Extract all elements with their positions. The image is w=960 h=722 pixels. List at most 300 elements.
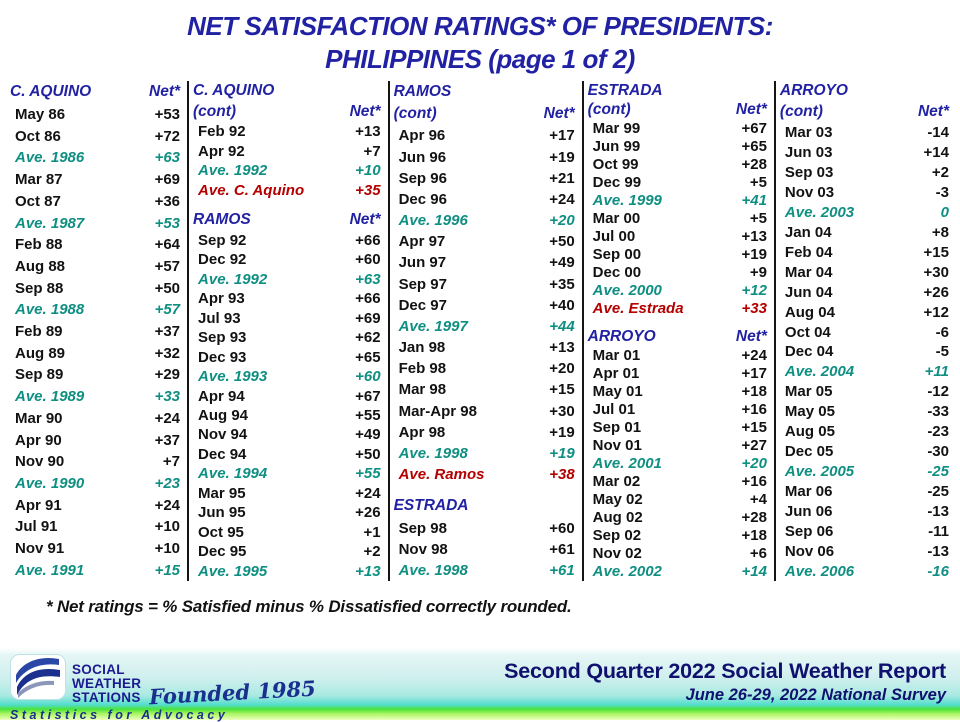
- table-row: [588, 364, 767, 382]
- president-name: (cont): [393, 105, 437, 123]
- net-value: +30: [923, 263, 949, 281]
- period-label: Jul 91: [15, 518, 58, 536]
- net-value: +2: [931, 164, 949, 182]
- period-label: Sep 03: [784, 164, 834, 182]
- section-header: [394, 103, 575, 125]
- period-label: Apr 94: [198, 387, 245, 405]
- net-value: 0: [940, 203, 949, 221]
- period-label: Sep 89: [15, 366, 64, 384]
- net-value: +15: [923, 243, 949, 261]
- net-value: +24: [549, 190, 575, 208]
- net-column-label: Net*: [543, 105, 575, 123]
- table-row: [394, 443, 575, 464]
- period-label: Sep 93: [198, 329, 247, 347]
- net-value: -12: [927, 383, 949, 401]
- period-label: Ave. 2001: [592, 455, 662, 473]
- table-row: [588, 509, 767, 527]
- table-row: [588, 263, 767, 281]
- period-label: Ave. 2003: [784, 203, 855, 221]
- net-value: +1: [363, 523, 381, 541]
- period-label: Ave. 2004: [784, 363, 855, 381]
- table-row: [588, 173, 767, 191]
- net-value: +24: [741, 346, 767, 364]
- period-label: Ave. 1998: [398, 561, 468, 579]
- table-row: [394, 337, 575, 358]
- net-value: +7: [162, 453, 181, 471]
- section-gap: [394, 485, 575, 495]
- sws-swirl-icon: [10, 654, 66, 705]
- table-row: [588, 473, 767, 491]
- net-value: +26: [923, 283, 949, 301]
- net-value: +32: [154, 344, 181, 362]
- table-row: [193, 141, 381, 160]
- net-value: +26: [355, 504, 381, 522]
- president-name: ARROYO: [587, 327, 656, 345]
- period-label: May 86: [15, 106, 66, 124]
- net-value: +21: [549, 169, 575, 187]
- ratings-column: [189, 81, 388, 581]
- table-row: [394, 210, 575, 231]
- table-row: [588, 401, 767, 419]
- period-label: Dec 93: [198, 348, 247, 366]
- net-value: +37: [154, 323, 181, 341]
- net-value: +15: [549, 381, 575, 399]
- period-label: Ave. 1999: [592, 191, 662, 209]
- section-header: [394, 81, 575, 103]
- table-row: [10, 169, 180, 191]
- net-value: +65: [741, 137, 767, 155]
- section-header: [193, 210, 381, 230]
- sws-logo-word2: WEATHER: [72, 676, 142, 692]
- period-label: Ave. 1987: [15, 214, 85, 232]
- president-name: RAMOS: [193, 211, 251, 229]
- net-value: +19: [549, 423, 575, 441]
- net-value: +53: [154, 214, 181, 232]
- net-value: +66: [355, 231, 381, 249]
- net-value: +15: [154, 561, 181, 579]
- net-value: -23: [927, 423, 949, 441]
- table-row: [10, 342, 180, 364]
- period-label: Oct 95: [198, 523, 244, 541]
- net-value: +19: [549, 445, 575, 462]
- period-label: Sep 88: [15, 279, 64, 297]
- net-value: +19: [741, 245, 767, 263]
- table-row: [193, 464, 381, 483]
- period-label: Sep 92: [198, 231, 247, 249]
- table-row: [193, 445, 381, 464]
- table-row: [588, 209, 767, 227]
- section-header: [588, 327, 767, 346]
- table-row: [193, 269, 381, 288]
- table-row: [780, 282, 949, 302]
- table-row: [193, 542, 381, 561]
- section-gap: [193, 200, 381, 210]
- period-label: Feb 04: [784, 243, 833, 261]
- net-value: +13: [355, 562, 381, 580]
- table-row: [10, 559, 180, 581]
- table-row: [780, 422, 949, 442]
- table-row: [588, 119, 767, 137]
- period-label: Jun 06: [784, 502, 833, 520]
- net-value: +12: [923, 303, 949, 321]
- period-label: Dec 99: [592, 173, 642, 191]
- period-label: Nov 02: [592, 545, 642, 563]
- table-row: [780, 402, 949, 422]
- ratings-column: [776, 81, 956, 581]
- table-row: [780, 462, 949, 482]
- net-value: +61: [549, 540, 575, 558]
- period-label: Ave. 1996: [398, 212, 468, 230]
- net-value: +57: [154, 301, 181, 319]
- net-value: +19: [549, 148, 575, 166]
- period-label: Ave. Ramos: [398, 466, 485, 484]
- table-row: [193, 367, 381, 386]
- table-row: [780, 561, 949, 581]
- period-label: Nov 01: [592, 437, 642, 455]
- sws-logo-word3: STATIONS: [72, 690, 141, 706]
- net-value: +33: [741, 299, 767, 317]
- table-row: [193, 308, 381, 327]
- table-row: [588, 227, 767, 245]
- period-label: Jul 93: [198, 309, 241, 327]
- table-row: [193, 406, 381, 425]
- net-value: +62: [355, 329, 381, 347]
- net-value: -14: [927, 124, 949, 142]
- period-label: Apr 91: [15, 496, 62, 514]
- net-value: +37: [154, 431, 181, 449]
- period-label: Feb 89: [15, 323, 63, 341]
- table-row: [10, 125, 180, 147]
- table-row: [10, 147, 180, 169]
- period-label: Oct 99: [592, 155, 639, 173]
- net-value: +57: [154, 257, 181, 275]
- table-row: [10, 473, 180, 495]
- net-value: +33: [154, 388, 181, 406]
- section-gap: [588, 317, 767, 327]
- section-header: [780, 81, 949, 102]
- table-row: [193, 161, 381, 180]
- net-value: +50: [549, 233, 575, 251]
- net-value: +7: [363, 142, 381, 160]
- table-row: [10, 256, 180, 278]
- period-label: May 05: [784, 403, 835, 421]
- period-label: Dec 05: [784, 443, 834, 461]
- report-title: Second Quarter 2022 Social Weather Report: [504, 659, 946, 683]
- period-label: Mar 90: [15, 409, 63, 427]
- ratings-column: [6, 81, 187, 581]
- period-label: Ave. Estrada: [592, 299, 684, 317]
- net-column-label: Net*: [735, 327, 767, 345]
- net-value: +28: [741, 155, 767, 173]
- net-value: +14: [741, 563, 767, 581]
- table-row: [780, 322, 949, 342]
- table-row: [780, 362, 949, 382]
- net-value: +38: [549, 466, 575, 484]
- table-row: [394, 379, 575, 400]
- period-label: Ave. 1995: [198, 562, 268, 580]
- period-label: Mar 00: [592, 209, 641, 227]
- period-label: Ave. 2000: [592, 281, 662, 299]
- net-value: +10: [154, 540, 181, 558]
- net-value: +23: [154, 475, 181, 492]
- period-label: Dec 92: [198, 251, 247, 269]
- net-value: +29: [154, 366, 181, 384]
- period-label: Jan 04: [784, 223, 832, 241]
- period-label: Ave. 2005: [784, 462, 855, 480]
- period-label: Apr 01: [592, 364, 640, 382]
- period-label: Feb 88: [15, 236, 63, 254]
- table-row: [193, 425, 381, 444]
- period-label: Aug 04: [784, 303, 835, 321]
- net-column-label: Net*: [735, 100, 767, 118]
- table-row: [394, 252, 575, 273]
- section-header: [588, 100, 767, 119]
- net-value: +64: [154, 236, 181, 254]
- table-row: [193, 503, 381, 522]
- net-value: +69: [355, 309, 381, 327]
- period-label: Aug 88: [15, 257, 66, 275]
- net-value: +4: [749, 491, 767, 509]
- table-row: [780, 143, 949, 163]
- table-row: [193, 484, 381, 503]
- sws-logo-row: [10, 654, 317, 710]
- table-row: [780, 183, 949, 203]
- period-label: May 02: [592, 491, 643, 509]
- net-value: +18: [741, 383, 767, 401]
- net-value: +60: [355, 251, 381, 269]
- period-label: Jul 01: [592, 401, 636, 419]
- table-row: [588, 419, 767, 437]
- period-label: Jun 97: [398, 254, 447, 272]
- period-label: Mar 01: [592, 346, 641, 364]
- period-label: Dec 00: [592, 263, 642, 281]
- table-row: [588, 437, 767, 455]
- net-value: +14: [923, 144, 949, 162]
- footnote: * Net ratings = % Satisfied minus % Dissatisfied correctly rounded.: [46, 597, 572, 616]
- period-label: Apr 97: [398, 233, 446, 251]
- page-title: [0, 0, 960, 75]
- net-value: +35: [355, 181, 381, 199]
- period-label: Sep 96: [398, 169, 447, 187]
- table-row: [588, 383, 767, 401]
- net-value: +24: [154, 496, 181, 514]
- net-value: +30: [549, 402, 575, 420]
- period-label: Mar 04: [784, 263, 833, 281]
- period-label: Apr 92: [198, 142, 245, 160]
- net-value: +2: [363, 543, 381, 561]
- net-value: +53: [154, 106, 181, 124]
- table-row: [780, 481, 949, 501]
- period-label: Sep 98: [398, 519, 447, 537]
- section-header: [588, 81, 767, 100]
- net-value: -11: [928, 522, 949, 540]
- sws-logo: [10, 654, 316, 720]
- table-row: [10, 104, 180, 126]
- net-value: +16: [741, 401, 767, 419]
- net-value: +20: [549, 360, 575, 378]
- table-row: [588, 137, 767, 155]
- table-row: [394, 358, 575, 379]
- table-row: [193, 328, 381, 347]
- net-value: +63: [154, 149, 181, 167]
- net-value: +55: [355, 465, 381, 483]
- net-value: +44: [549, 317, 575, 335]
- period-label: Ave. 1998: [398, 445, 468, 462]
- table-row: [10, 234, 180, 256]
- table-row: [193, 386, 381, 405]
- table-row: [394, 517, 575, 538]
- table-row: [394, 168, 575, 189]
- period-label: Nov 91: [15, 540, 65, 558]
- table-row: [394, 539, 575, 560]
- table-row: [780, 242, 949, 262]
- net-value: -25: [927, 482, 949, 500]
- period-label: Oct 04: [784, 323, 831, 341]
- table-row: [193, 562, 381, 581]
- net-value: +17: [741, 364, 767, 382]
- period-label: Apr 98: [398, 423, 446, 441]
- net-value: +6: [749, 545, 767, 563]
- net-value: +17: [549, 127, 575, 145]
- period-label: Apr 93: [198, 290, 245, 308]
- net-value: +50: [154, 279, 181, 297]
- period-label: Dec 97: [398, 296, 447, 314]
- net-value: +9: [749, 263, 767, 281]
- net-value: +67: [355, 387, 381, 405]
- net-value: +61: [549, 561, 575, 579]
- net-value: +5: [749, 173, 767, 191]
- period-label: Sep 01: [592, 419, 642, 437]
- net-value: -3: [935, 184, 949, 202]
- net-value: +12: [741, 281, 767, 299]
- sws-logo-word1: SOCIAL: [72, 662, 125, 678]
- ratings-table: [6, 81, 956, 581]
- period-label: Mar 98: [398, 381, 447, 399]
- period-label: Ave. 1986: [15, 149, 85, 167]
- table-row: [10, 191, 180, 213]
- period-label: Mar 95: [198, 484, 246, 502]
- net-value: +20: [741, 455, 767, 473]
- period-label: Ave. C. Aquino: [198, 181, 305, 199]
- net-value: -16: [927, 562, 949, 580]
- table-row: [780, 382, 949, 402]
- period-label: Ave. 1997: [398, 317, 468, 335]
- period-label: Nov 03: [784, 184, 835, 202]
- net-value: -13: [927, 542, 949, 560]
- table-row: [394, 316, 575, 337]
- net-value: +11: [924, 363, 949, 381]
- period-label: Jun 04: [784, 283, 833, 301]
- president-name: C. AQUINO: [10, 83, 92, 101]
- period-label: Aug 89: [15, 344, 66, 362]
- page-title-line1: NET SATISFACTION RATINGS* OF PRESIDENTS:: [187, 11, 773, 41]
- president-name: ESTRADA: [587, 81, 663, 99]
- net-value: +16: [741, 473, 767, 491]
- table-row: [10, 429, 180, 451]
- period-label: Dec 95: [198, 543, 247, 561]
- net-value: +24: [154, 409, 181, 427]
- net-value: +60: [355, 368, 381, 386]
- period-label: Sep 97: [398, 275, 447, 293]
- president-name: (cont): [779, 103, 823, 121]
- president-name: ARROYO: [779, 82, 848, 100]
- net-value: +63: [355, 270, 381, 288]
- net-value: +50: [355, 445, 381, 463]
- table-row: [588, 191, 767, 209]
- table-row: [394, 147, 575, 168]
- period-label: Jun 99: [592, 137, 641, 155]
- net-value: +72: [154, 127, 181, 145]
- sws-logo-names: [72, 663, 141, 705]
- period-label: Dec 96: [398, 190, 447, 208]
- net-value: +36: [154, 192, 181, 210]
- period-label: Dec 94: [198, 445, 247, 463]
- table-row: [10, 299, 180, 321]
- section-header: [193, 101, 381, 121]
- table-row: [10, 386, 180, 408]
- table-row: [780, 222, 949, 242]
- period-label: Sep 06: [784, 522, 834, 540]
- table-row: [394, 125, 575, 146]
- net-value: +13: [355, 123, 381, 141]
- sws-founded-text: Founded 1985: [148, 675, 317, 710]
- table-row: [588, 346, 767, 364]
- table-row: [588, 155, 767, 173]
- period-label: Mar 03: [784, 124, 833, 142]
- sws-tagline: Statistics for Advocacy: [10, 708, 229, 722]
- net-value: -5: [935, 343, 949, 361]
- period-label: Ave. 1988: [15, 301, 85, 319]
- net-value: -6: [935, 323, 949, 341]
- net-value: -30: [927, 443, 949, 461]
- net-value: +40: [549, 296, 575, 314]
- table-row: [780, 442, 949, 462]
- period-label: Ave. 1991: [15, 561, 85, 579]
- net-value: +66: [355, 290, 381, 308]
- period-label: Jun 03: [784, 144, 833, 162]
- footer-banner: [0, 648, 960, 720]
- table-row: [780, 501, 949, 521]
- table-row: [394, 422, 575, 443]
- ratings-column: [584, 81, 774, 581]
- period-label: Apr 96: [398, 127, 446, 145]
- net-value: +35: [549, 275, 575, 293]
- net-value: +18: [741, 527, 767, 545]
- table-row: [588, 563, 767, 581]
- net-column-label: Net*: [349, 102, 381, 120]
- net-value: +65: [355, 348, 381, 366]
- net-value: +10: [154, 518, 181, 536]
- table-row: [10, 212, 180, 234]
- net-value: +15: [741, 419, 767, 437]
- net-value: +49: [549, 254, 575, 272]
- period-label: Ave. 1990: [15, 475, 85, 492]
- period-label: Nov 98: [398, 540, 448, 558]
- table-row: [588, 491, 767, 509]
- period-label: Aug 05: [784, 423, 835, 441]
- period-label: Ave. 1992: [198, 270, 268, 288]
- table-row: [193, 347, 381, 366]
- table-row: [780, 203, 949, 223]
- net-value: +28: [741, 509, 767, 527]
- table-row: [10, 321, 180, 343]
- period-label: Oct 87: [15, 192, 61, 210]
- period-label: Mar-Apr 98: [398, 402, 477, 420]
- net-value: -25: [927, 462, 949, 480]
- table-row: [10, 277, 180, 299]
- ratings-column: [390, 81, 582, 581]
- table-row: [10, 494, 180, 516]
